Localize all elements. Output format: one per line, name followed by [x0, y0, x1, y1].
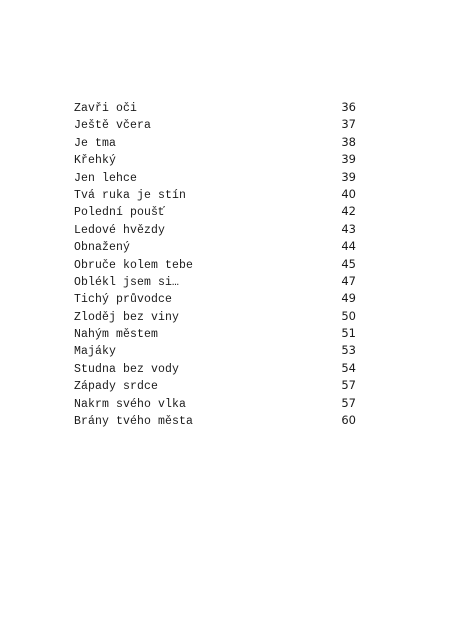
toc-entry-page: 47 — [341, 273, 356, 288]
toc-entry-page: 57 — [341, 378, 356, 393]
toc-entry — [74, 325, 356, 342]
toc-entry — [74, 308, 356, 325]
toc-entry-page: 39 — [341, 152, 356, 167]
toc-entry-page: 37 — [341, 117, 356, 132]
toc-entry-page: 60 — [341, 413, 356, 428]
toc-entry-title: Je tma — [74, 136, 117, 150]
toc-entry-title: Západy srdce — [74, 380, 159, 394]
toc-entry-page: 38 — [341, 134, 356, 149]
toc-entry-title: Tvá ruka je stín — [74, 188, 187, 202]
toc-entry-title: Majáky — [74, 345, 117, 359]
toc-entry-title: Obruče kolem tebe — [74, 258, 194, 272]
toc-entry-title: Ještě včera — [74, 119, 152, 133]
toc-entry — [74, 377, 356, 394]
toc-entry-title: Brány tvého města — [74, 415, 194, 429]
toc-entry-title: Zavři oči — [74, 102, 138, 115]
toc-entry-page: 54 — [341, 360, 356, 375]
toc-entry-page: 44 — [341, 239, 356, 254]
toc-entry-title: Jen lehce — [74, 171, 138, 185]
toc-entry-title: Nahým městem — [74, 328, 159, 342]
toc-entry-title: Nakrm svého vlka — [74, 397, 187, 411]
toc-entry-page: 53 — [341, 343, 356, 358]
toc-entry — [74, 151, 356, 168]
toc-entry — [74, 238, 356, 255]
toc-entry-page: 51 — [341, 326, 356, 341]
toc-entry — [74, 256, 356, 273]
toc-entry — [74, 203, 356, 220]
toc-entry-page: 49 — [341, 291, 356, 306]
toc-entry-title: Zloděj bez viny — [74, 310, 180, 324]
toc-entry-title: Studna bez vody — [74, 362, 180, 376]
toc-entry — [74, 116, 356, 133]
toc-entry-page: 57 — [341, 395, 356, 410]
toc-entry-title: Polední poušť — [74, 206, 166, 220]
toc-entry — [74, 169, 356, 186]
toc-entry-title: Obnažený — [74, 241, 131, 255]
toc-entry-page: 50 — [341, 308, 356, 323]
toc-entry-page: 39 — [341, 169, 356, 184]
toc-entry-page: 36 — [341, 100, 356, 114]
table-of-contents — [74, 99, 356, 429]
toc-entry-page: 40 — [341, 186, 356, 201]
toc-entry-title: Ledové hvězdy — [74, 223, 166, 237]
toc-entry — [74, 290, 356, 307]
toc-entry — [74, 360, 356, 377]
toc-entry — [74, 412, 356, 429]
toc-entry — [74, 134, 356, 151]
toc-entry — [74, 221, 356, 238]
toc-entry-title: Tichý průvodce — [74, 293, 173, 307]
toc-entry-title: Křehký — [74, 154, 117, 168]
toc-entry-page: 42 — [341, 204, 356, 219]
toc-entry-title: Oblékl jsem si… — [74, 275, 180, 289]
toc-entry — [74, 342, 356, 359]
toc-entry — [74, 99, 356, 116]
toc-entry — [74, 395, 356, 412]
toc-entry — [74, 186, 356, 203]
toc-entry-page: 43 — [341, 221, 356, 236]
toc-entry — [74, 273, 356, 290]
toc-entry-page: 45 — [341, 256, 356, 271]
